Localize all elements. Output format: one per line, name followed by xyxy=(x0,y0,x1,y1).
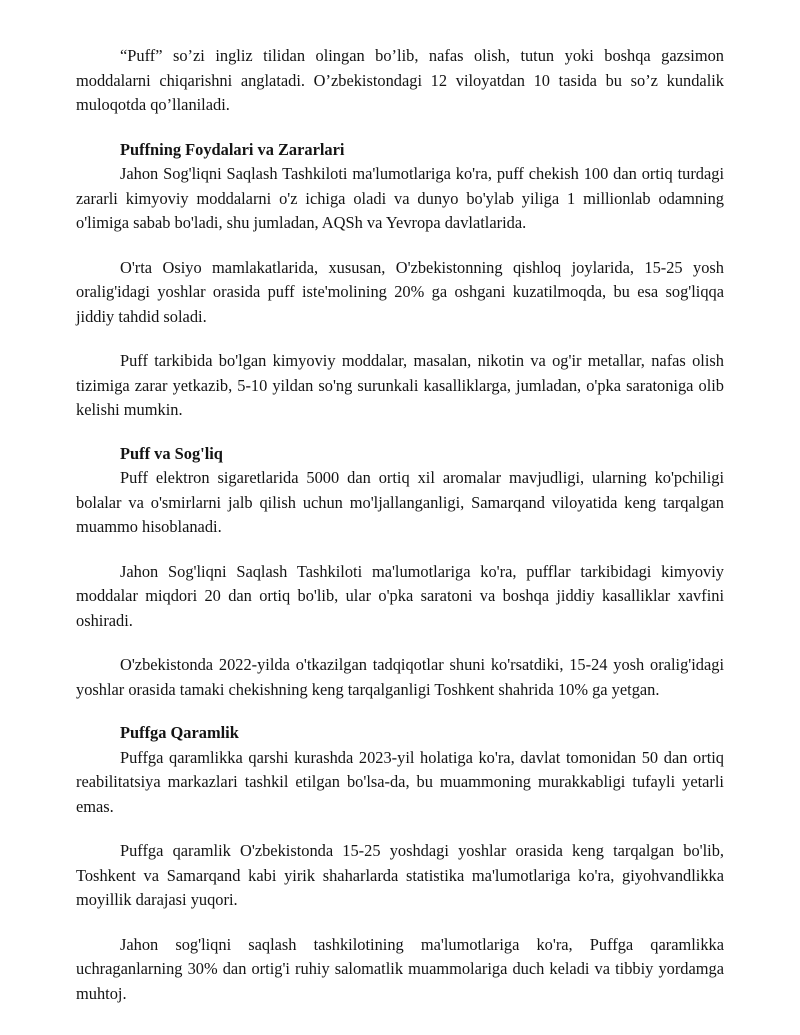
section-2-paragraph-1: Puff elektron sigaretlarida 5000 dan ortiq xil aromalar mavjudligi, ularning ko'pchiligi bolalar va o'smirlarni jalb qilish uchun mo'ljallanganligi, Samarqand viloyatida keng tarqalgan muammo hisoblanadi. xyxy=(76,468,724,536)
section-3-paragraph-2: Puffga qaramlik O'zbekistonda 15-25 yoshdagi yoshlar orasida keng tarqalgan bo'lib, Toshkent va Samarqand kabi yirik shaharlarda statistika ma'lumotlariga ko'ra, giyohvandlikka moyillik darajasi yuqori. xyxy=(76,841,724,909)
section-1-paragraph-1: Jahon Sog'liqni Saqlash Tashkiloti ma'lumotlariga ko'ra, puff chekish 100 dan ortiq turdagi zararli kimyoviy moddalarni o'z ichiga oladi va dunyo bo'ylab yiliga 1 millionlab odamning o'limiga sabab bo'ladi, shu jumladan, AQSh va Yevropa davlatlarida. xyxy=(76,164,724,232)
section-2-paragraph-3: O'zbekistonda 2022-yilda o'tkazilgan tadqiqotlar shuni ko'rsatdiki, 15-24 yosh oralig'idagi yoshlar orasida tamaki chekishning keng tarqalganligi Toshkent shahrida 10% ga yetgan. xyxy=(76,655,724,699)
section-2-paragraph-2: Jahon Sog'liqni Saqlash Tashkiloti ma'lumotlariga ko'ra, pufflar tarkibidagi kimyoviy moddalar miqdori 20 dan ortiq bo'lib, ular o'pka saratoni va boshqa jiddiy kasalliklar xavfini oshiradi. xyxy=(76,561,724,630)
section-heading-2: Puff va Sog'liq xyxy=(120,443,223,463)
section-heading-3: Puffga Qaramlik xyxy=(120,723,239,742)
section-heading-1: Puffning Foydalari va Zararlari xyxy=(120,139,345,159)
section-3-paragraph-1: Puffga qaramlikka qarshi kurashda 2023-yil holatiga ko'ra, davlat tomonidan 50 dan ortiq reabilitatsiya markazlari tashkil etilgan bo'lsa-da, bu muammoning murakkabligi tufayli yetarli emas. xyxy=(76,747,724,816)
section-3-paragraph-3: Jahon sog'liqni saqlash tashkilotining ma'lumotlariga ko'ra, Puffga qaramlikka uchraganlarning 30% dan ortig'i ruhiy salomatlik muammolariga duch keladi va tibbiy yordamga muhtoj. xyxy=(76,934,724,1003)
section-1-paragraph-2: O'rta Osiyo mamlakatlarida, xususan, O'zbekistonning qishloq joylarida, 15-25 yosh oralig'idagi yoshlar orasida puff iste'molining 20% ga oshgani kuzatilmoqda, bu esa sog'liqqa jiddiy tahdid soladi. xyxy=(76,257,724,326)
intro-paragraph: “Puff” so’zi ingliz tilidan olingan bo’lib, nafas olish, tutun yoki boshqa gazsimon moddalarni chiqarishni anglatadi. O’zbekistondagi 12 viloyatdan 10 tasida bu so’z kundalik muloqotda qo’llaniladi. xyxy=(76,46,724,114)
section-1-paragraph-3: Puff tarkibida bo'lgan kimyoviy moddalar, masalan, nikotin va og'ir metallar, nafas olish tizimiga zarar yetkazib, 5-10 yildan so'ng surunkali kasalliklarga, jumladan, o'pka saratoniga olib kelishi mumkin. xyxy=(76,351,724,419)
